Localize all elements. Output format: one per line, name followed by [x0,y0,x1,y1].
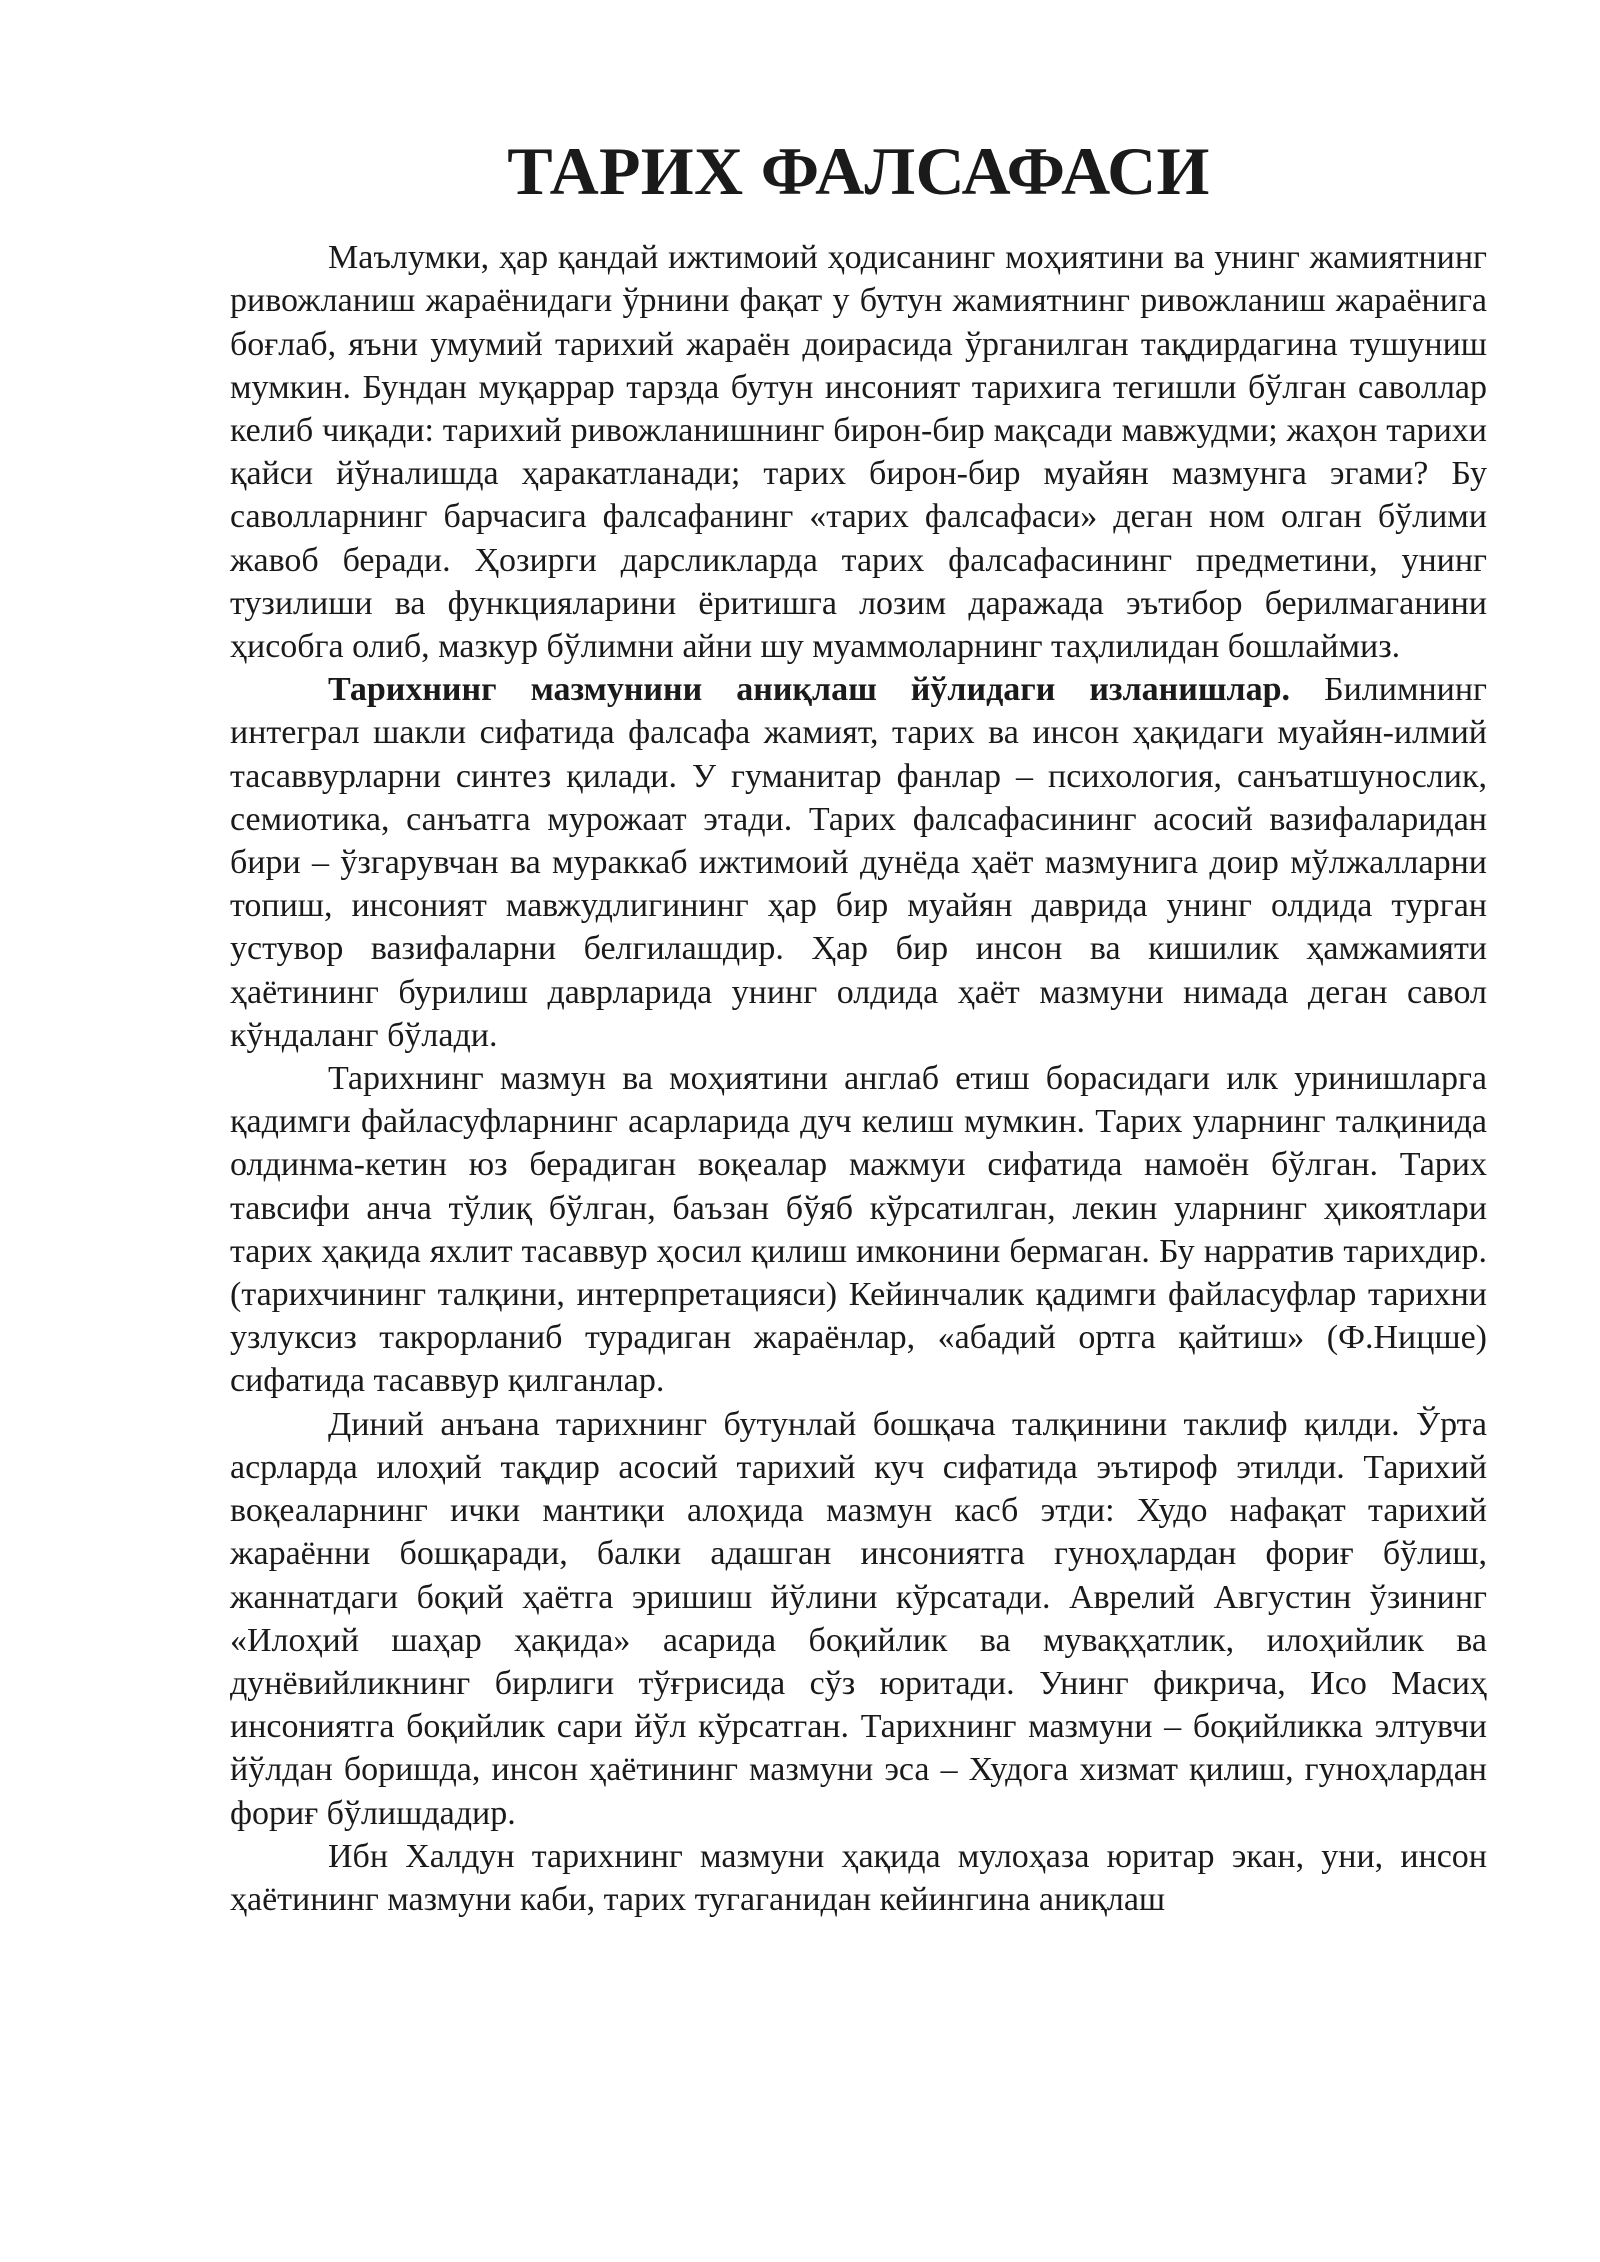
paragraph-5-text: Ибн Халдун тарихнинг мазмуни ҳақида мулоҳаза юритар экан, уни, инсон ҳаётининг мазмуни каби, тарих тугаганидан кейингина аниқлаш [230,1837,1487,1918]
paragraph-3-text: Тарихнинг мазмун ва моҳиятини англаб етиш борасидаги илк уринишларга қадимги файласуфларнинг асарларида дуч келиш мумкин. Тарих уларнинг талқинида олдинма-кетин юз берадиган воқеалар мажмуи сифатида намоён бўлган. Тарих тавсифи анча тўлиқ бўлган, баъзан бўяб кўрсатилган, лекин уларнинг ҳикоятлари тарих ҳақида яхлит тасаввур ҳосил қилиш имконини бермаган. Бу нарратив тарихдир.(тарихчининг талқини, интерпретацияси) Кейинчалик қадимги файласуфлар тарихни узлуксиз такрорланиб турадиган жараёнлар, «абадий ортга қайтиш» (Ф.Ницше) сифатида тасаввур қилганлар. [230,1060,1487,1400]
paragraph-2-lead: Тарихнинг мазмунини аниқлаш йўлидаги изланишлар. [328,671,1291,709]
paragraph-4-text: Диний анъана тарихнинг бутунлай бошқача талқинини таклиф қилди. Ўрта асрларда илоҳий тақдир асосий тарихий куч сифатида эътироф этилди. Тарихий воқеаларнинг ички мантиқи алоҳида мазмун касб этди: Худо нафақат тарихий жараённи бошқаради, балки адашган инсониятга гуноҳлардан фориғ бўлиш, жаннатдаги боқий ҳаётга эришиш йўлини кўрсатади. Аврелий Августин ўзининг «Илоҳий шаҳар ҳақида» асарида боқийлик ва мувақҳатлик, илоҳийлик ва дунёвийликнинг бирлиги тўғрисида сўз юритади. Унинг фикрича, Исо Масиҳ инсониятга боқийлик сари йўл кўрсатган. Тарихнинг мазмуни – боқийликка элтувчи йўлдан боришда, инсон ҳаётининг мазмуни эса – Худога хизмат қилиш, гуноҳлардан фориғ бўлишдадир. [230,1405,1487,1832]
paragraph-1-text: Маълумки, ҳар қандай ижтимоий ҳодисанинг моҳиятини ва унинг жамиятнинг ривожланиш жараёнидаги ўрнини фақат у бутун жамиятнинг ривожланиш жараёнига боғлаб, яъни умумий тарихий жараён доирасида ўрганилган тақдирдагина тушуниш мумкин. Бундан муқаррар тарзда бутун инсоният тарихига тегишли бўлган саволлар келиб чиқади: тарихий ривожланишнинг бирон-бир мақсади мавжудми; жаҳон тарихи қайси йўналишда ҳаракатланади; тарих бирон-бир муайян мазмунга эгами? Бу саволларнинг барчасига фалсафанинг «тарих фалсафаси» деган ном олган бўлими жавоб беради. Ҳозирги дарсликларда тарих фалсафасининг предметини, унинг тузилиши ва функцияларини ёритишга лозим даражада эътибор берилмаганини ҳисобга олиб, мазкур бўлимни айни шу муаммоларнинг таҳлилидан бошлаймиз. [230,239,1487,666]
paragraph-5 [230,1835,1487,1921]
paragraph-1 [230,236,1487,668]
document-page [230,133,1487,1921]
paragraph-2 [230,668,1487,1057]
paragraph-4 [230,1403,1487,1835]
paragraph-3 [230,1057,1487,1403]
paragraph-2-text: Билимнинг интеграл шакли сифатида фалсафа жамият, тарих ва инсон ҳақидаги муайян-илмий тасаввурларни синтез қилади. У гуманитар фанлар – психология, санъатшунослик, семиотика, санъатга мурожаат этади. Тарих фалсафасининг асосий вазифаларидан бири – ўзгарувчан ва мураккаб ижтимоий дунёда ҳаёт мазмунига доир мўлжалларни топиш, инсоният мавжудлигининг ҳар бир муайян даврида унинг олдида турган устувор вазифаларни белгилашдир. Ҳар бир инсон ва кишилик ҳамжамияти ҳаётининг бурилиш даврларида унинг олдида ҳаёт мазмуни нимада деган савол кўндаланг бўлади. [230,671,1487,1054]
document-title: ТАРИХ ФАЛСАФАСИ [507,133,1210,209]
